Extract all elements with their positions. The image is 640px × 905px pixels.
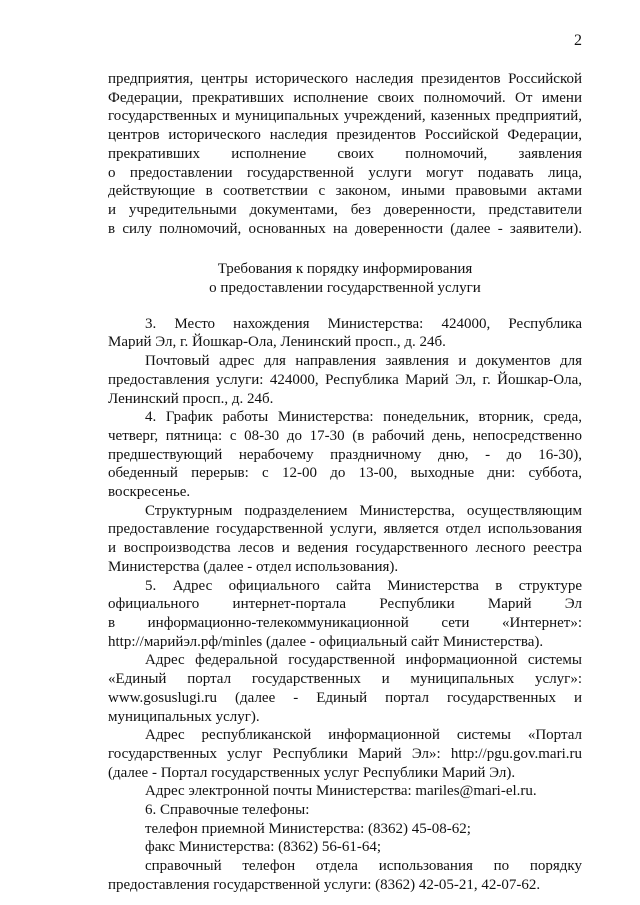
text-line: Марий Эл, г. Йошкар-Ола, Ленинский просп., д. 24б. [108,334,446,351]
text-line: прекративших исполнение своих полномочий, заявления [108,145,582,162]
paragraph-republic-portal [108,726,582,782]
text-line: и учредительными документами, без доверенности, представители [108,201,582,218]
intro-paragraph [108,70,582,238]
text-line: http://марийэл.рф/minles (далее - официальный сайт Министерства). [108,633,544,650]
text-line: Адрес электронной почты Министерства: mariles@mari-el.ru. [145,783,537,800]
paragraph-fax [108,838,582,857]
text-line: предоставления государственной услуги: (8362) 42-05-21, 42-07-62. [108,876,541,893]
text-line: Адрес федеральной государственной информационной системы [145,652,582,669]
text-line: Структурным подразделением Министерства, осуществляющим [145,502,582,519]
paragraph-reception-phone [108,820,582,839]
text-line: в информационно-телекоммуникационной сети «Интернет»: [108,614,582,631]
text-line: муниципальных услуг). [108,708,260,725]
text-line: и воспроизводства лесов и ведения государственного лесного реестра [108,540,582,557]
text-line: четверг, пятница: с 08-30 до 17-30 (в рабочий день, непосредственно [108,427,582,444]
text-line: 4. График работы Министерства: понедельник, вторник, среда, [145,409,582,426]
text-line: Ленинский просп., д. 24б. [108,390,274,407]
text-line: предшествующий нерабочему праздничному дню, - до 16-30), [108,446,582,463]
text-line: 5. Адрес официального сайта Министерства в структуре [145,577,582,594]
paragraph-department-phone [108,857,582,894]
paragraph-postal-address [108,352,582,408]
text-line: Адрес республиканской информационной системы «Портал [145,727,582,744]
text-line: справочный телефон отдела использования по порядку [145,858,582,875]
text-line: предоставление государственной услуги, является отдел использования [108,521,582,538]
page-number: 2 [574,32,582,49]
text-line: (далее - Портал государственных услуг Республики Марий Эл). [108,764,516,781]
text-line: государственных и муниципальных учреждений, казенных предприятий, [108,108,582,125]
section-heading [108,260,582,297]
heading-line: о предоставлении государственной услуги [209,280,481,297]
paragraph-federal-portal [108,651,582,726]
heading-line: Требования к порядку информирования [217,261,473,278]
text-line: воскресенье. [108,484,191,501]
paragraph-location [108,315,582,352]
text-line: о предоставлении государственной услуги могут подавать лица, [108,164,582,181]
text-line: 6. Справочные телефоны: [145,802,310,819]
paragraph-division [108,502,582,577]
text-line: предприятия, центры исторического наследия президентов Российской [108,71,582,87]
text-line: «Единый портал государственных и муниципальных услуг»: [108,671,582,688]
text-line: Почтовый адрес для направления заявления и документов для [145,353,582,370]
paragraph-email [108,782,582,801]
text-line: официального интернет-портала Республики Марий Эл [108,596,582,613]
text-line: 3. Место нахождения Министерства: 424000, Республика [145,315,582,332]
text-line: предоставления услуги: 424000, Республика Марий Эл, г. Йошкар-Ола, [108,371,582,388]
text-line: факс Министерства: (8362) 56-61-64; [145,839,382,856]
text-line: www.gosuslugi.ru (далее - Единый портал государственных и [108,689,582,706]
text-line: телефон приемной Министерства: (8362) 45-08-62; [145,820,471,837]
paragraph-phones-heading [108,801,582,820]
text-line: Министерства (далее - отдел использования). [108,558,399,575]
paragraph-website [108,577,582,652]
text-line: Федерации, прекративших исполнение своих полномочий. От имени [108,89,582,106]
text-line: центров исторического наследия президентов Российской Федерации, [108,127,582,144]
text-line: действующие в соответствии с законом, иными правовыми актами [108,183,582,200]
document-body [108,70,582,895]
text-line: обеденный перерыв: с 12-00 до 13-00, выходные дни: суббота, [108,465,582,482]
text-line: в силу полномочий, основанных на доверенности (далее - заявители). [108,220,582,237]
paragraph-schedule [108,408,582,502]
text-line: государственных услуг Республики Марий Эл»: http://pgu.gov.mari.ru [108,745,582,762]
